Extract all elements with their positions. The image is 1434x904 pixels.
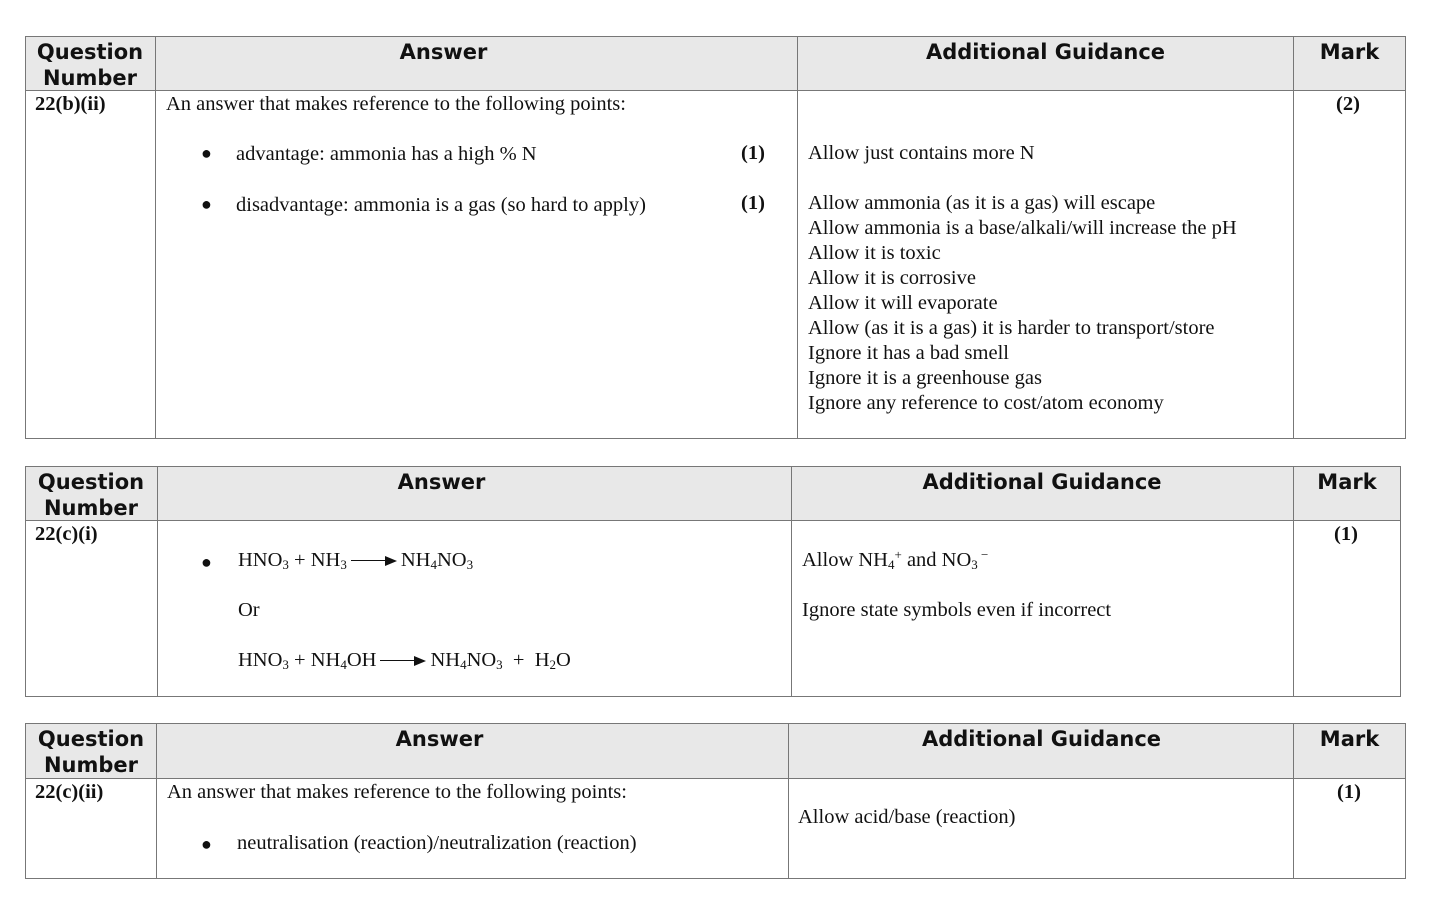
subscript: 3 [971, 557, 978, 572]
guidance-line: Allow it will evaporate [808, 292, 998, 314]
formula-text: NO [436, 549, 467, 571]
formula-text: Allow NH [802, 549, 888, 571]
header-guidance: Additional Guidance [922, 470, 1162, 494]
guidance-line: Ignore it has a bad smell [808, 342, 1009, 364]
formula-text: NH [430, 649, 461, 671]
guidance-line: Allow acid/base (reaction) [798, 806, 1016, 828]
guidance-list [808, 191, 1237, 416]
answer-intro: An answer that makes reference to the following points: [167, 781, 627, 803]
guidance-line: Allow just contains more N [808, 142, 1035, 164]
question-number: 22(b)(ii) [35, 93, 106, 115]
answer-point: advantage: ammonia has a high % N [236, 143, 537, 165]
header-mark: Mark [1319, 727, 1380, 751]
header-mark: Mark [1317, 470, 1377, 494]
subscript: 3 [340, 557, 347, 572]
question-number: 22(c)(ii) [35, 781, 104, 803]
subscript: 3 [282, 657, 289, 672]
formula-text: HNO [238, 549, 283, 571]
header-guidance: Additional Guidance [921, 727, 1162, 751]
answer-point: neutralisation (reaction)/neutralization (reaction) [237, 832, 637, 854]
guidance-line: Allow ammonia is a base/alkali/will increase the pH [808, 217, 1237, 239]
bullet: ● [201, 143, 212, 163]
point-mark: (1) [741, 192, 765, 214]
header-mark: Mark [1319, 40, 1380, 64]
question-number: 22(c)(i) [35, 523, 98, 545]
subscript: 4 [460, 657, 467, 672]
subscript: 3 [466, 557, 474, 572]
bullet: ● [201, 194, 212, 214]
mark-table-22c-i [25, 466, 1401, 697]
reaction-arrow-icon [351, 556, 397, 566]
subscript: 3 [282, 557, 289, 572]
formula-text: NH [400, 549, 431, 571]
header-answer: Answer [399, 40, 488, 64]
mark-table-22c-ii [25, 723, 1406, 879]
guidance-ions [802, 548, 988, 573]
superscript: + [894, 547, 902, 562]
subscript: 4 [430, 557, 437, 572]
mark-table-22b-ii [25, 36, 1406, 439]
superscript: − [977, 547, 989, 562]
header-guidance: Additional Guidance [925, 40, 1166, 64]
formula-text: NO [466, 649, 497, 671]
guidance-line: Allow (as it is a gas) it is harder to transport/store [808, 317, 1215, 339]
formula-text: + NH [288, 549, 341, 571]
subscript: 4 [340, 657, 347, 672]
subscript: 3 [496, 657, 503, 672]
guidance-line: Ignore it is a greenhouse gas [808, 367, 1042, 389]
formula-text: and NO [901, 549, 972, 571]
guidance-line: Allow it is corrosive [808, 267, 976, 289]
header-question-number: Question Number [36, 40, 144, 90]
subscript: 2 [549, 657, 557, 672]
point-mark: (1) [741, 142, 765, 164]
bullet: ● [201, 552, 212, 572]
equation-1 [238, 548, 473, 573]
bullet: ● [201, 834, 212, 854]
header-question-number: Question Number [37, 470, 145, 520]
header-answer: Answer [397, 470, 486, 494]
total-mark: (1) [1334, 523, 1358, 545]
reaction-arrow-icon [380, 656, 426, 666]
equation-2 [238, 648, 571, 673]
answer-intro: An answer that makes reference to the following points: [166, 93, 626, 115]
or-label: Or [238, 599, 260, 621]
formula-text: + H [502, 649, 550, 671]
header-answer: Answer [395, 727, 484, 751]
formula-text: + NH [288, 649, 341, 671]
total-mark: (1) [1337, 781, 1361, 803]
total-mark: (2) [1336, 93, 1360, 115]
guidance-line: Ignore any reference to cost/atom economy [808, 392, 1164, 414]
subscript: 4 [887, 557, 895, 572]
guidance-line: Allow ammonia (as it is a gas) will escape [808, 192, 1156, 214]
formula-text: HNO [238, 649, 283, 671]
formula-text: O [556, 649, 571, 671]
guidance-line: Allow it is toxic [808, 242, 941, 264]
formula-text: OH [346, 649, 377, 671]
guidance-line: Ignore state symbols even if incorrect [802, 599, 1112, 621]
answer-point: disadvantage: ammonia is a gas (so hard to apply) [236, 194, 646, 216]
header-question-number: Question Number [37, 727, 145, 777]
